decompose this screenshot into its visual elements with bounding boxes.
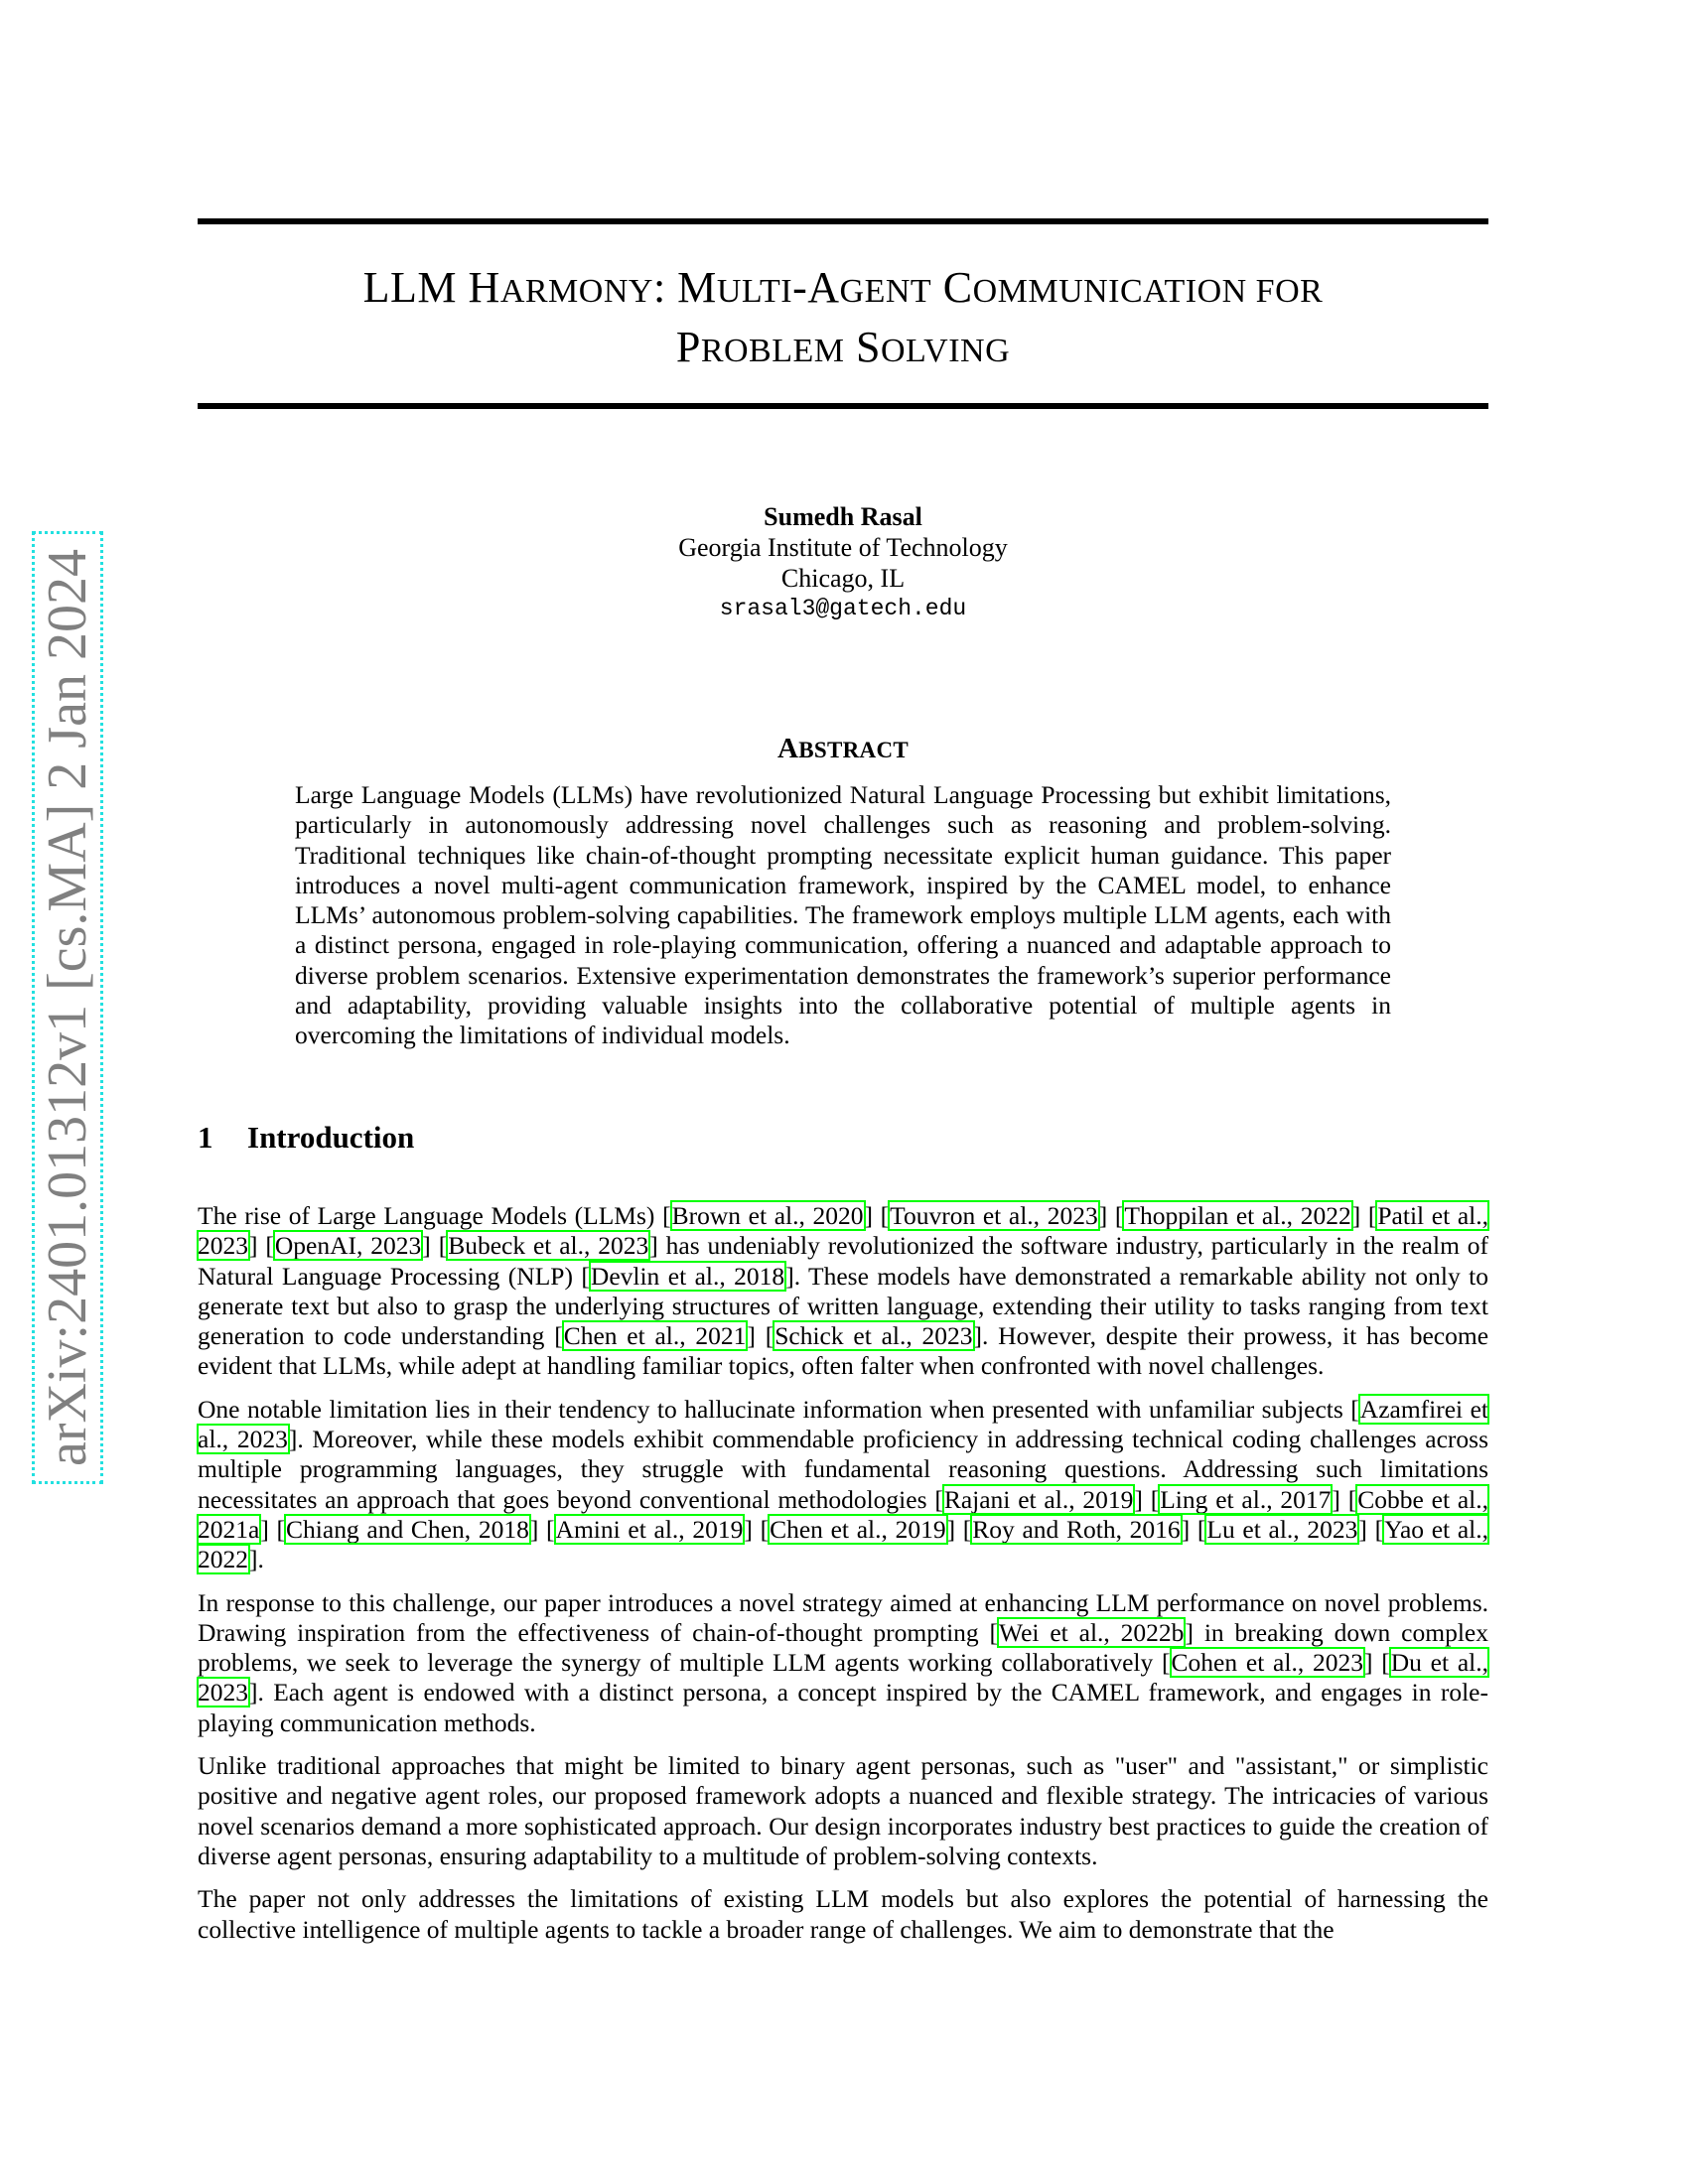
citation-link[interactable]: Chiang and Chen, 2018 bbox=[286, 1514, 529, 1544]
citation-link[interactable]: Devlin et al., 2018 bbox=[590, 1261, 785, 1291]
paragraph-4: Unlike traditional approaches that might be limited to binary agent personas, such as "user" and "assistant," or simplistic positive and negative agent roles, our proposed framework adopts a nuanced and flexible strategy. The intricacies of various novel scenarios demand a more sophisticated approach. Our design incorporates industry best practices to guide the creation of diverse agent personas, ensuring adaptability to a multitude of problem-solving contexts. bbox=[198, 1751, 1488, 1870]
citation-link[interactable]: Amini et al., 2019 bbox=[555, 1514, 744, 1544]
citation-link[interactable]: Rajani et al., 2019 bbox=[943, 1484, 1134, 1514]
title-line-1: LLM HARMONY: MULTI-AGENT COMMUNICATION FOR bbox=[362, 263, 1324, 312]
citation-link[interactable]: Patil et al., 2023 bbox=[198, 1201, 1488, 1261]
citation-link[interactable]: Yao et al., 2022 bbox=[198, 1514, 1488, 1574]
citation-link[interactable]: Du et al., 2023 bbox=[198, 1648, 1488, 1707]
paragraph-2: One notable limitation lies in their tendency to hallucinate information when presented with unfamiliar subjects [Azamfirei et al., 2023]. Moreover, while these models exhibit commendable proficiency in addressing technical coding challenges across multiple programming languages, they struggle with fundamental reasoning questions. Addressing such limitations necessitates an approach that goes beyond conventional methodologies [Rajani et al., 2019] [Ling et al., 2017] [Cobbe et al., 2021a] [Chiang and Chen, 2018] [Amini et al., 2019] [Chen et al., 2019] [Roy and Roth, 2016] [Lu et al., 2023] [Yao et al., 2022]. bbox=[198, 1394, 1489, 1574]
abstract-text: Large Language Models (LLMs) have revolutionized Natural Language Processing but exhibit limitations, particularly in autonomously addressing novel challenges such as reasoning and problem-solving. Traditional techniques like chain-of-thought prompting necessitate explicit human guidance. This paper introduces a novel multi-agent communication framework, inspired by the CAMEL model, to enhance LLMs’ autonomous problem-solving capabilities. The framework employs multiple LLM agents, each with a distinct persona, engaged in role-playing communication, offering a nuanced and adaptable approach to diverse problem scenarios. Extensive experimentation demonstrates the framework’s superior performance and adaptability, providing valuable insights into the collaborative potential of multiple agents in overcoming the limitations of individual models. bbox=[295, 780, 1391, 1050]
citation-link[interactable]: Wei et al., 2022b bbox=[999, 1617, 1185, 1647]
title-rule-bottom bbox=[198, 403, 1488, 409]
citation-link[interactable]: Chen et al., 2019 bbox=[770, 1514, 946, 1544]
citation-link[interactable]: Cohen et al., 2023 bbox=[1171, 1648, 1363, 1678]
introduction-body bbox=[198, 1201, 1488, 1958]
citation-link[interactable]: Cobbe et al., 2021a bbox=[198, 1484, 1489, 1544]
citation-link[interactable]: OpenAI, 2023 bbox=[274, 1231, 422, 1261]
citation-link[interactable]: Touvron et al., 2023 bbox=[890, 1201, 1098, 1230]
author-email[interactable]: srasal3@gatech.edu bbox=[719, 596, 967, 621]
citation-link[interactable]: Azamfirei et al., 2023 bbox=[198, 1394, 1488, 1454]
citation-link[interactable]: Lu et al., 2023 bbox=[1206, 1514, 1358, 1544]
paragraph-3: In response to this challenge, our paper introduces a novel strategy aimed at enhancing LLM performance on novel problems. Drawing inspiration from the effectiveness of chain-of-thought prompting [Wei et al., 2022b] in breaking down complex problems, we seek to leverage the synergy of multiple LLM agents working collaboratively [Cohen et al., 2023] [Du et al., 2023]. Each agent is endowed with a distinct persona, a concept inspired by the CAMEL framework, and engages in role-playing communication methods. bbox=[198, 1587, 1488, 1737]
section-heading-introduction bbox=[198, 1120, 414, 1156]
section-title: Introduction bbox=[247, 1120, 415, 1155]
abstract-heading: ABSTRACT bbox=[777, 733, 909, 764]
section-number: 1 bbox=[198, 1120, 213, 1155]
author-name: Sumedh Rasal bbox=[764, 502, 922, 531]
paragraph-1: The rise of Large Language Models (LLMs) [Brown et al., 2020] [Touvron et al., 2023] [Thoppilan et al., 2022] [Patil et al., 2023] [OpenAI, 2023] [Bubeck et al., 2023] has undeniably revolutionized the software industry, particularly in the realm of Natural Language Processing (NLP) [Devlin et al., 2018]. These models have demonstrated a remarkable ability not only to generate text but also to grasp the underlying structures of written language, extending their utility to tasks ranging from text generation to code understanding [Chen et al., 2021] [Schick et al., 2023]. However, despite their prowess, it has become evident that LLMs, while adept at handling familiar topics, often falter when confronted with novel challenges. bbox=[198, 1201, 1489, 1381]
citation-link[interactable]: Chen et al., 2021 bbox=[563, 1321, 747, 1351]
title-rule-top bbox=[198, 218, 1488, 224]
citation-link[interactable]: Roy and Roth, 2016 bbox=[972, 1514, 1181, 1544]
author-affiliation: Georgia Institute of Technology bbox=[678, 533, 1008, 562]
citation-link[interactable]: Brown et al., 2020 bbox=[671, 1201, 864, 1230]
arxiv-stamp[interactable] bbox=[32, 531, 103, 1484]
paper-title bbox=[198, 260, 1488, 379]
citation-link[interactable]: Thoppilan et al., 2022 bbox=[1124, 1201, 1351, 1230]
author-location: Chicago, IL bbox=[780, 564, 906, 593]
title-line-2: PROBLEM SOLVING bbox=[675, 323, 1011, 371]
citation-link[interactable]: Schick et al., 2023 bbox=[774, 1321, 973, 1351]
paragraph-5: The paper not only addresses the limitations of existing LLM models but also explores the potential of harnessing the collective intelligence of multiple agents to tackle a broader range of challenges. We aim to demonstrate that the bbox=[198, 1884, 1488, 1944]
author-block bbox=[198, 501, 1488, 624]
arxiv-identifier: arXiv:2401.01312v1 [cs.MA] 2 Jan 2024 bbox=[37, 549, 98, 1466]
citation-link[interactable]: Ling et al., 2017 bbox=[1160, 1484, 1332, 1514]
citation-link[interactable]: Bubeck et al., 2023 bbox=[448, 1231, 649, 1261]
